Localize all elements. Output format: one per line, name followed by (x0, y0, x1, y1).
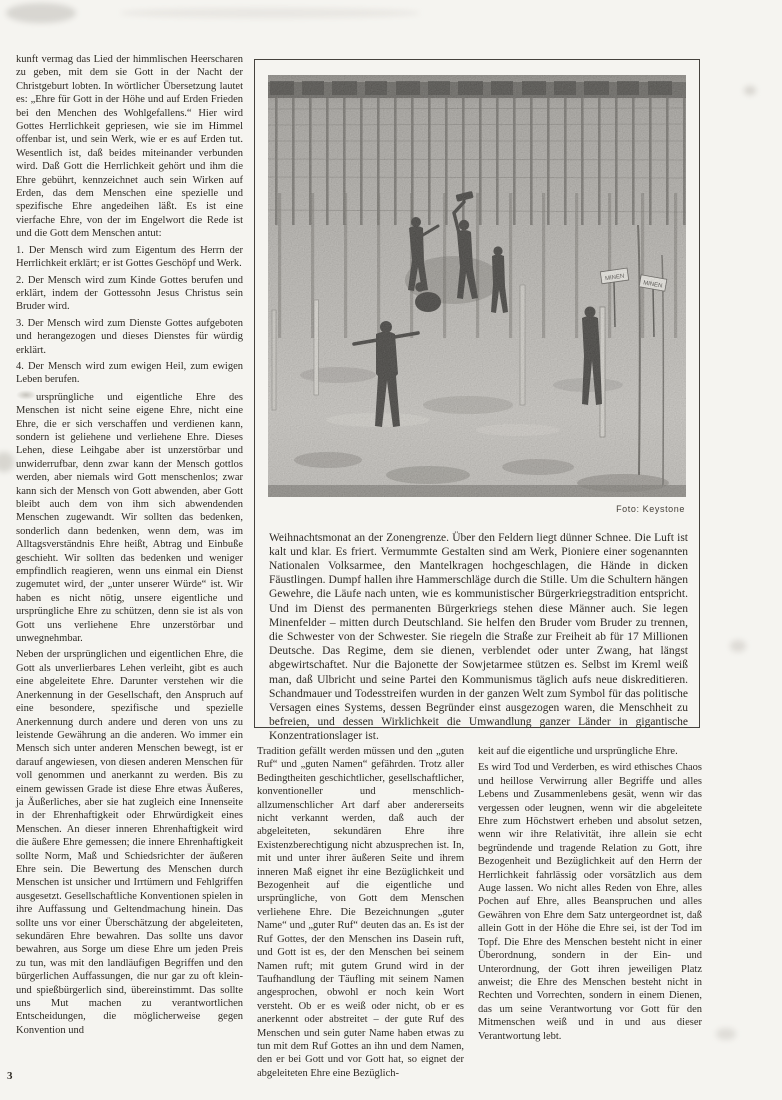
body-paragraph: Es wird Tod und Verderben, es wird ethisches Chaos und heillose Verwirrung aller Begriffe und alles Lebens und Zusammenlebens gesät, wenn wir das vergessen oder leugnen, wenn wir die abgeleitete Ehre zum Höchstwert erheben und absolut setzen, wenn wir ihre Relativität, ihre allein sie echt begründende und tragende Relation zu Gott, ihre Bezogenheit und Bezüglichkeit auf den Herrn der Herrlichkeit fahrlässig oder vorsätzlich aus dem Auge lassen. Wo nicht alles Reden von Ehre, alles Pochen auf Ehre, alles Beanspruchen und alles Gewähren von Ehre dem Satz untergeordnet ist, daß allein Gott in der Höhe die Ehre sei, ist der Tod im Topf. Die Ehre des Menschen besteht nicht in einer Überordnung, sondern in der Ein- und Unterordnung, der Gott ihren jeweiligen Platz anweist; die Ehre des Menschen besteht nicht in Rechten und Vorrechten, sondern in einem Dienen, das um seine Verantwortung vor Gott für den Mitmenschen weiß und in und aus dieser Verantwortung lebt. (478, 762, 702, 1042)
middle-text-column (257, 745, 464, 1083)
paragraph-text: ursprüngliche und eigentliche Ehre des Menschen ist nicht seine eigene Ehre, nicht eine Ehre, die er sich verschaffen und verdienen kann, sondern ist geliehene und verliehene Ehre. Dieses Lehen, diese Leihgabe aber ist unzerstörbar und unwiderrufbar, denn zwar kann der Mensch gottlos werden, aber niemals wird Gott menschenlos; zwar kann sich der Mensch von Gott abwenden, aber Gott bleibt auch dem von ihm sich abwendenden Menschen zugewandt. Wir sollten das bedenken, sonderlich dann bedenken, wenn dem, was im Alltagsverständnis Ehre heißt, Abtrag und Einbuße geschieht. Wir sollten das bedenken und weniger empfindlich reagieren, wenn uns einmal ein Dienst zugemutet wird, der „unter unserer Würde“ ist. Wir haben es nicht nötig, unsere eigentliche und ursprüngliche Ehre zu schützen, denn sie ist als von Gott uns verliehene Ehre unzerstörbar und unwegnehmbar. (16, 391, 243, 645)
photo-frame (254, 59, 700, 743)
film-grain-overlay (268, 75, 686, 497)
scan-smudge (716, 1028, 736, 1040)
body-paragraph: kunft vermag das Lied der himmlischen Heerscharen zu geben, mit dem sie Gott in der Nacht der Christgeburt lobten. In wörtlicher Übersetzung lautet es: „Ehre für Gott in der Höhe und auf Erden Frieden bei den Menchen des Wohlgefallens.“ Hier wird Gottes Herrlichkeit gepriesen, wie sie im Himmel offenbar ist, und sein Werk, wie er es auf Erden tut. Wesentlich ist, daß beides miteinander verbunden wird. Daß Gott die Herrlichkeit gehört und ihm die Ehre gebührt, kennzeichnet auch sein Wirken auf Erden, das dem Menschen eine spezielle und spezifische Ehre angedeihen läßt. Es ist eine vierfache Ehre, von der im Engelwort die Rede ist und die Gott dem Menschen antut: (16, 54, 243, 240)
numbered-item-2: 2. Der Mensch wird zum Kinde Gottes berufen und erklärt, indem der Gottessohn Jesus Christus sein Bruder wird. (16, 274, 243, 313)
photo-caption: Weihnachtsmonat an der Zonengrenze. Über den Feldern liegt dünner Schnee. Die Luft ist kalt und klar. Es friert. Vermummte Gestalten sind am Werk, Pioniere einer sogenannten Nationalen Volksarmee, den Mantelkragen hochgeschlagen, die Hände in dicken Fäustlingen. Dumpf hallen ihre Hammerschläge durch die Stille. Um die Schultern hängen Gewehre, die Läufe nach unten, wie es kommunistischer Bürgerkriegstradition entspricht. Und im Dienst des permanenten Bürgerkriegs stehen diese Männer auch. Sie legen Minenfelder – mitten durch Deutschland. Sie helfen den Bruder vom Bruder zu trennen, die Schwester von der Schwester. Sie riegeln die Straße zur Freiheit ab für 17 Millionen Deutsche. Das Regime, dem sie dienen, verblendet oder unter Zwang, hat längst abgewirtschaftet. Nur die Bajonette der Sowjetarmee stützen es. Selbst im Kreml weiß man, daß Ulbricht und seine Partei den Kommunismus täglich aufs neue diskreditieren. Schandmauer und Todesstreifen wurden in der ganzen Welt zum Symbol für das politische Versagen eines Systems, dessen Begründer einst ausgezogen waren, die Menschheit zu befreien, und dessen Wirklichkeit die Umwandlung ganzer Länder in gigantische Konzentrationslager ist. (269, 531, 688, 743)
body-paragraph: keit auf die eigentliche und ursprüngliche Ehre. (478, 746, 678, 757)
numbered-item-3: 3. Der Mensch wird zum Dienste Gottes aufgeboten und herangezogen und dieses Dienstes für würdig erklärt. (16, 317, 243, 356)
numbered-item-1: 1. Der Mensch wird zum Eigentum des Herrn der Herrlichkeit erklärt; er ist Gottes Geschöpf und Werk. (16, 244, 243, 270)
scan-smudge (744, 86, 756, 95)
faded-initial (16, 390, 36, 400)
body-paragraph: Neben der ursprünglichen und eigentlichen Ehre, die Gott als unverlierbares Lehen verleiht, gibt es auch eine abgeleitete Ehre. Darunter verstehen wir die Anerkennung in der Gesellschaft, den Anspruch auf eine besondere, spezifische und spezielle Anerkennung durch andere und deren von uns zu leistende Gewährung an die anderen. Wo immer ein Mensch sich unter anderen Menschen bewegt, ist er darauf angewiesen, von diesen anderen Menschen für voll genommen und anerkannt zu werden. Bis zu einem gewissen Grade ist diese Ehre etwas Äußeres, ja Äußerliches, aber sie hat zugleich eine Innenseite in der Ehrenhaftigkeit oder Ehrwürdigkeit eines Menschen. An dieser inneren Ehrenhaftigkeit wird die äußere Ehre gemessen; die innere Ehrenhaftigkeit sollte Norm, Maß und Schiedsrichter der äußeren Ehre sein. Die Bewertung des Menschen durch Menschen ist unsicher und Irrtümern und Fehlgriffen ausgesetzt. Gesellschaftliche Konventionen spielen in ihre Auffassung und Geltendmachung hinein. Das sollte uns vor einer Überschätzung der abgeleiteten, sekundären Ehre bewahren. Das sollte uns davor bewahren, aus Sorge um diese Ehre um jeden Preis zu tun, was mit den landläufigen Begriffen und den bürgerlichen Auffassungen, die nur gar zu oft klein- und spießbürgerlich sind, übereinstimmt. Das sollte uns Mut machen zu verantwortlichen Entscheidungen, die möglicherweise gegen Konvention und (16, 649, 243, 1036)
photo-zonengrenze (268, 75, 686, 497)
left-text-column (16, 53, 243, 1040)
scan-smudge (730, 640, 746, 652)
right-text-column (478, 745, 702, 1046)
photo-credit: Foto: Keystone (616, 504, 685, 514)
body-paragraph (16, 390, 243, 646)
scan-smudge (6, 3, 76, 23)
scan-smudge (0, 452, 14, 472)
body-paragraph: Tradition gefällt werden müssen und den „guten Ruf“ und „guten Namen“ gefährden. Trotz aller Bedingtheiten geschichtlicher, gesellschaftlicher, konventioneller und menschlich-allzumenschlicher Art darf aber andererseits nicht verkannt werden, daß auch der abgeleiteten, sekundären Ehre ihre Existenzberechtigung nicht abzusprechen ist. In, mit und unter ihrer äußeren Seite und ihrem inneren Maß eignet ihr eine Bezüglichkeit und Bezogenheit auf die eigentliche und ursprüngliche, von Gott dem Menschen verliehene Ehre. Die Bezeichnungen „guter Name“ und „guter Ruf“ deuten das an. Es ist der Ruf Gottes, der den Menschen ins Dasein ruft, und Gott ist es, der den Menschen bei seinem Namen ruft; mit gutem Grund wird in der Taufhandlung der Täufling mit seinem Namen angesprochen, obwohl er noch kein Wort versteht. Ob er es weiß oder nicht, ob er es anerkennt oder abstreitet – der gute Ruf des Menschen und sein guter Name haben etwas zu tun mit dem Ruf Gottes an ihn und dem Namen, den er bei Gott und vor Gott hat, so eignet der abgeleiteten Ehre eine Bezüglich- (257, 746, 464, 1079)
scan-smudge (120, 8, 420, 18)
numbered-item-4: 4. Der Mensch wird zum ewigen Heil, zum ewigen Leben berufen. (16, 360, 243, 386)
page-number: 3 (7, 1070, 13, 1082)
